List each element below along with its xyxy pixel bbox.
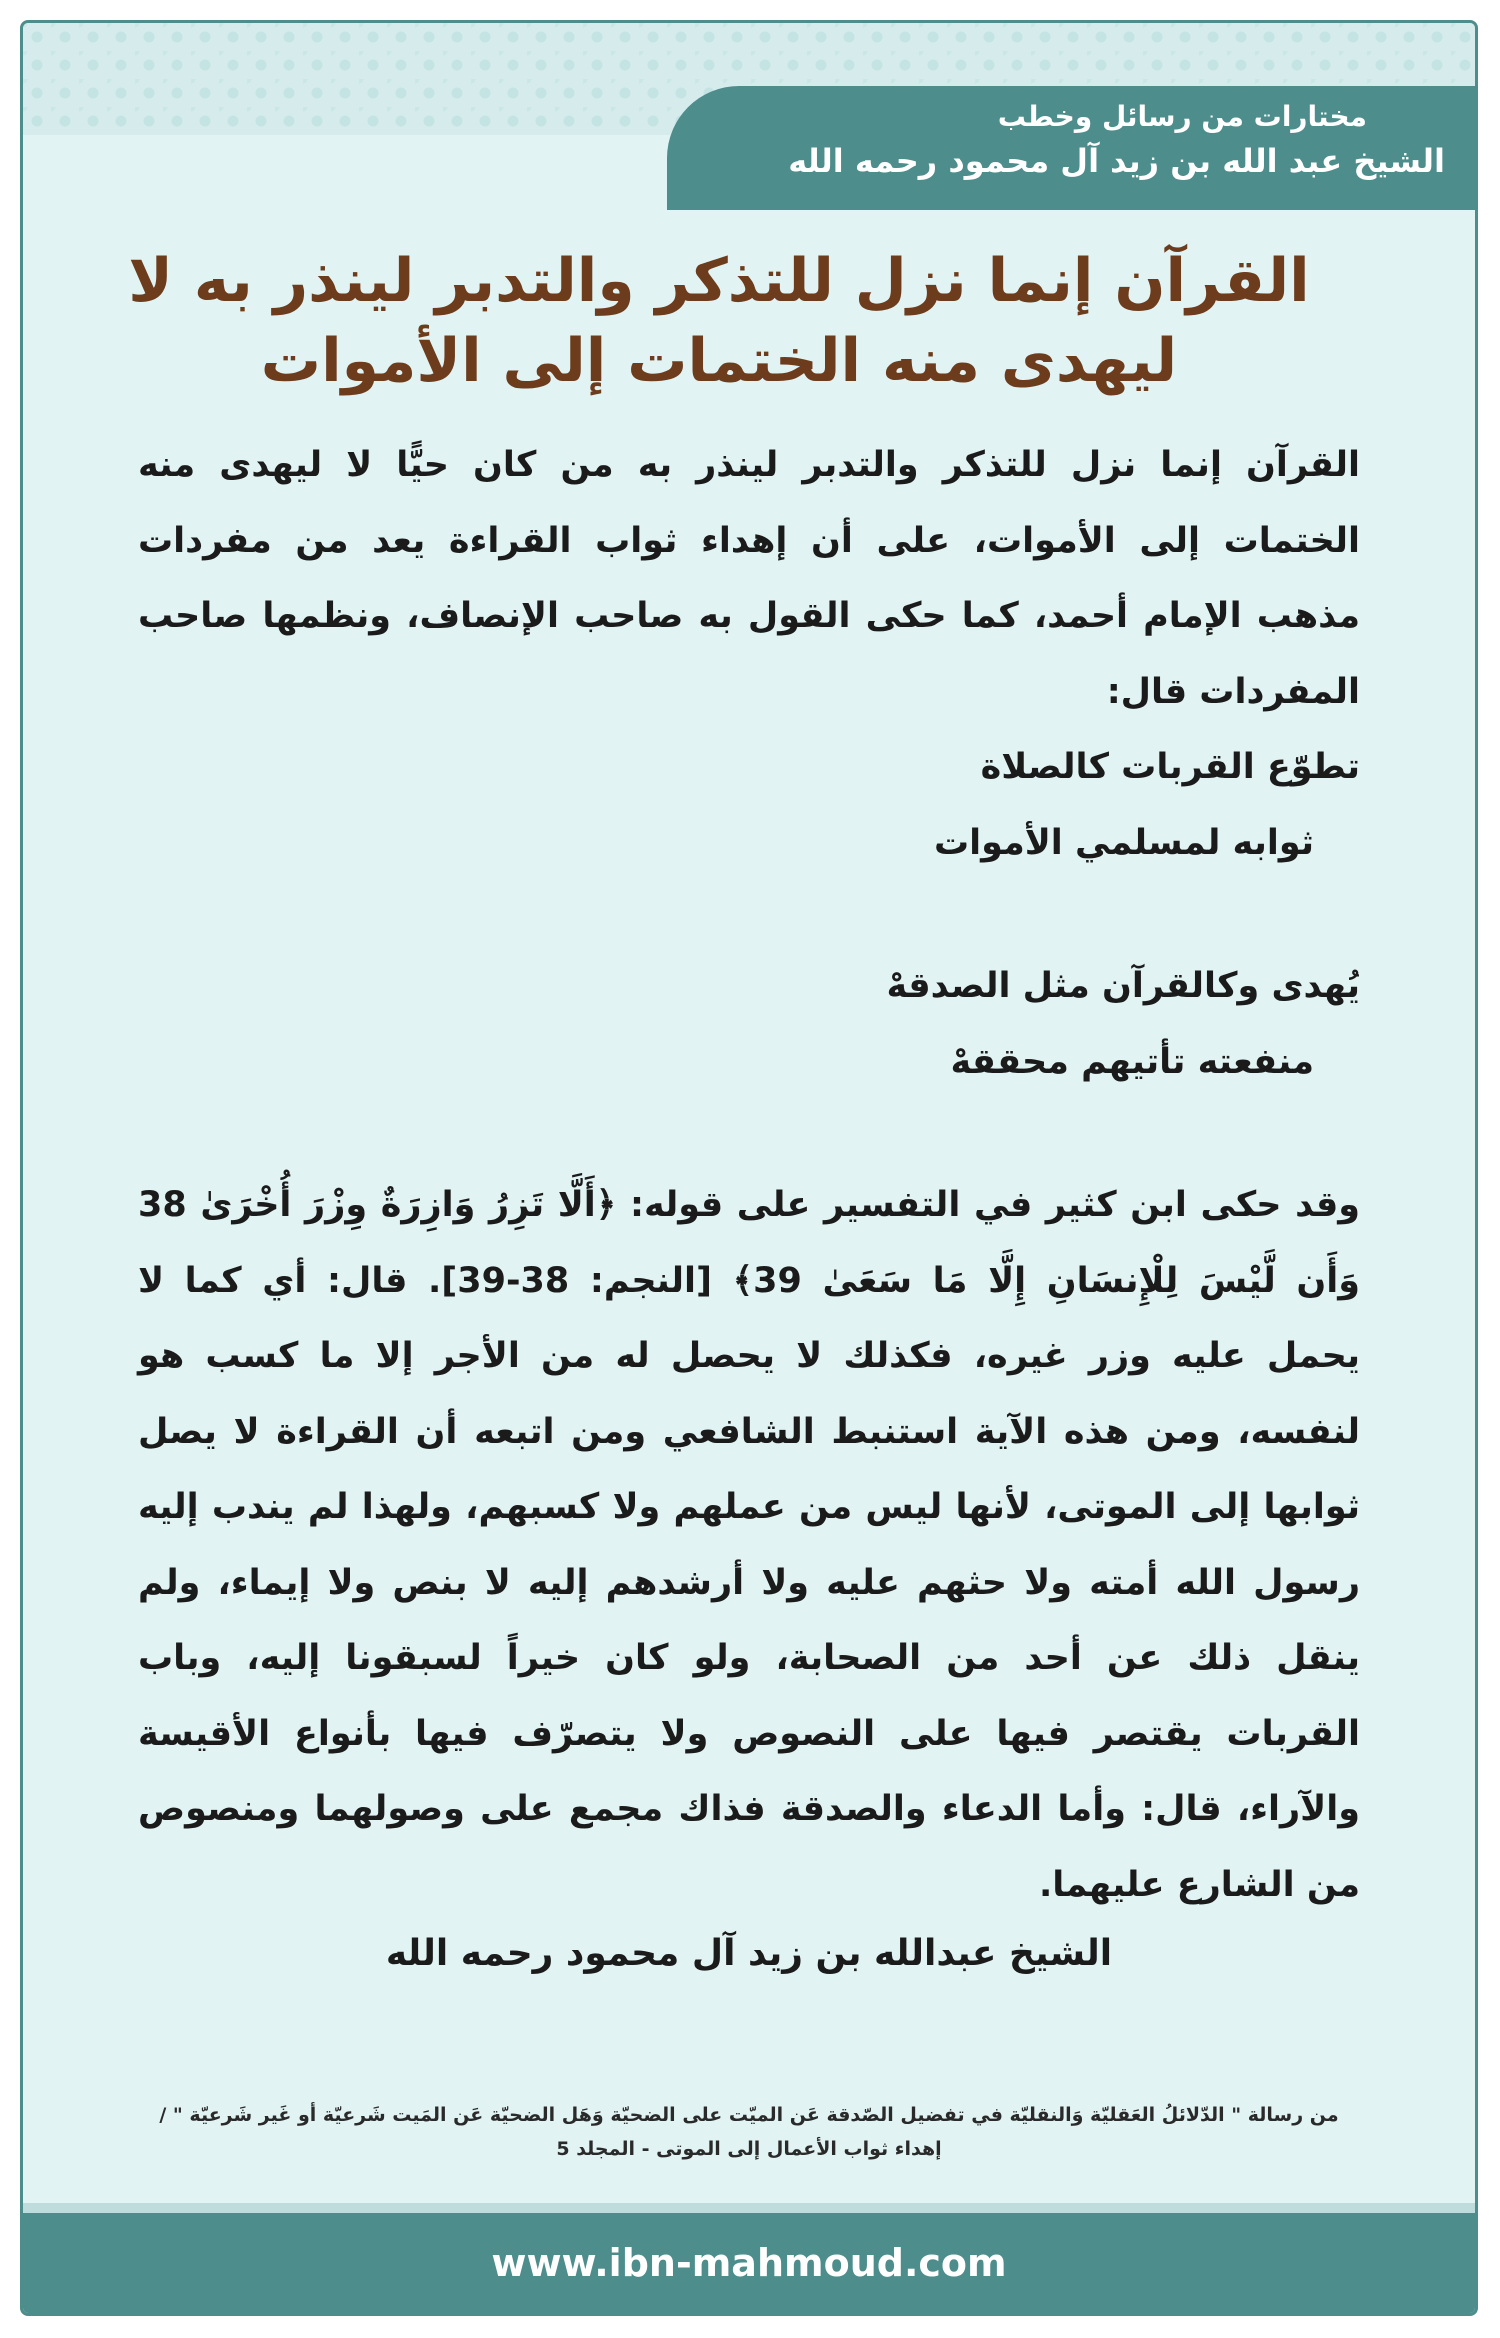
spacer [138, 881, 1360, 949]
verse-line: تطوّع القربات كالصلاة [980, 747, 1360, 787]
document-card [20, 20, 1478, 2316]
article-title: القرآن إنما نزل للتذكر والتدبر لينذر به لا ليهدى منه الختمات إلى الأموات [128, 246, 1310, 396]
verse-line: منفعته تأتيهم محققهْ [950, 1041, 1314, 1082]
author-signature: الشيخ عبدالله بن زيد آل محمود رحمه الله [385, 1933, 1113, 1974]
website-link[interactable]: www.ibn-mahmoud.com [491, 2241, 1007, 2285]
intro-paragraph: القرآن إنما نزل للتذكر والتدبر لينذر به من كان حيًّا لا ليهدى منه الختمات إلى الأموات، على أن إهداء ثواب القراءة يعد من مفردات مذهب الإمام أحمد، كما حكى القول به صاحب الإنصاف، ونظمها صاحب المفردات قال: [138, 445, 1360, 712]
banner-author-name: الشيخ عبد الله بن زيد آل محمود رحمه الله [788, 142, 1445, 180]
footer-bar [23, 2213, 1475, 2313]
footer-divider [23, 2203, 1475, 2213]
main-paragraph: وقد حكى ابن كثير في التفسير على قوله: ﴿أَلَّا تَزِرُ وَازِرَةٌ وِزْرَ أُخْرَىٰ 38 وَأَن لَّيْسَ لِلْإِنسَانِ إِلَّا مَا سَعَىٰ 39﴾ [النجم: 38-39]. قال: أي كما لا يحمل عليه وزر غيره، فكذلك لا يحصل له من الأجر إلا ما كسب هو لنفسه، ومن هذه الآية استنبط الشافعي ومن اتبعه أن القراءة لا يصل ثوابها إلى الموتى، لأنها ليس من عملهم ولا كسبهم، ولهذا لم يندب إليه رسول الله أمته ولا حثهم عليه ولا أرشدهم إليه لا بنص ولا إيماء، ولم ينقل ذلك عن أحد من الصحابة، ولو كان خيراً لسبقونا إليه، وباب القربات يقتصر فيها على النصوص ولا يتصرّف فيها بأنواع الأقيسة والآراء، قال: وأما الدعاء والصدقة فذاك مجمع على وصولهما ومنصوص من الشارع عليهما. [138, 1185, 1361, 1905]
verse-line: يُهدى وكالقرآن مثل الصدقهْ [886, 966, 1360, 1006]
source-citation: من رسالة " الدّلائلُ العَقليّة وَالنقليّة في تفضيل الصّدقة عَن الميّت على الضحيّة وَهَل الضحيّة عَن المَيت شَرعيّة أو غَير شَرعيّة " / إهداء ثواب الأعمال إلى الموتى - المجلد 5 [159, 2104, 1339, 2160]
header-banner [667, 86, 1475, 210]
banner-collection-title: مختارات من رسائل وخطب [997, 100, 1367, 133]
verse-line: ثوابه لمسلمي الأموات [933, 822, 1314, 863]
spacer [138, 1100, 1360, 1168]
article-body [138, 428, 1360, 1923]
